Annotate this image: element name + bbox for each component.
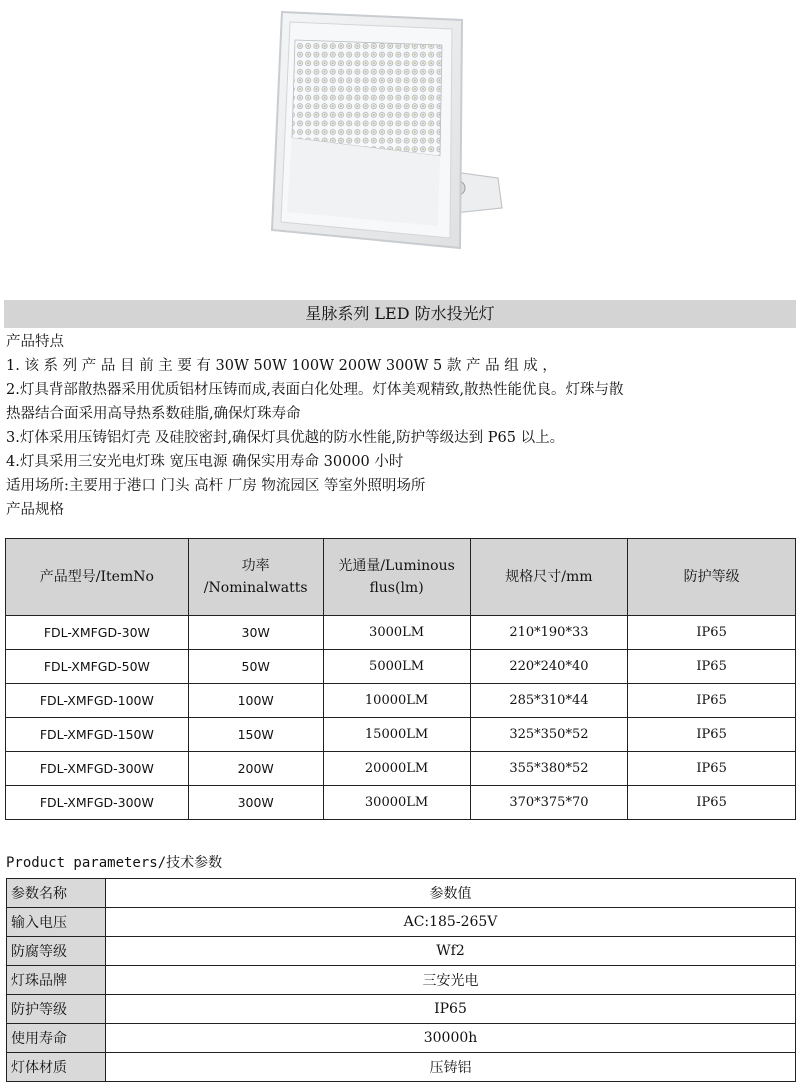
features-heading: 产品特点 — [6, 334, 64, 350]
table-row: FDL-XMFGD-300W 200W 20000LM 355*380*52 IP65 — [6, 752, 796, 786]
table-row — [7, 1053, 796, 1082]
header-item-no: 产品型号/ItemNo — [6, 539, 189, 616]
table-row — [7, 966, 796, 995]
param-key: 输入电压 — [7, 908, 106, 937]
feature-line: 1. 该 系 列 产 品 目 前 主 要 有 30W 50W 100W 200W 300W 5 款 产 品 组 成 ， — [6, 358, 557, 374]
table-row: FDL-XMFGD-30W 30W 3000LM 210*190*33 IP65 — [6, 616, 796, 650]
param-value: 压铸铝 — [106, 1053, 796, 1082]
feature-line: 3.灯体采用压铸铝灯壳 及硅胶密封,确保灯具优越的防水性能,防护等级达到 P65 以上。 — [6, 430, 565, 446]
param-value: AC:185-265V — [106, 908, 796, 937]
header-protection: 防护等级 — [628, 539, 796, 616]
application-line: 适用场所:主要用于港口 门头 高杆 厂房 物流园区 等室外照明场所 — [6, 478, 426, 494]
feature-line: 4.灯具采用三安光电灯珠 宽压电源 确保实用寿命 30000 小时 — [6, 454, 404, 470]
table-row — [7, 937, 796, 966]
spec-table — [5, 538, 796, 820]
param-value: Wf2 — [106, 937, 796, 966]
param-key: 使用寿命 — [7, 1024, 106, 1053]
floodlight-image — [0, 0, 800, 278]
header-luminous-flux: 光通量/Luminous flus(lm) — [323, 539, 470, 616]
param-key: 灯珠品牌 — [7, 966, 106, 995]
feature-line: 热器结合面采用高导热系数硅脂,确保灯珠寿命 — [6, 406, 301, 422]
feature-line: 2.灯具背部散热器采用优质铝材压铸而成,表面白化处理。灯体美观精致,散热性能优良。灯珠与散 — [6, 382, 624, 398]
product-title: 星脉系列 LED 防水投光灯 — [4, 300, 796, 328]
table-row: FDL-XMFGD-50W 50W 5000LM 220*240*40 IP65 — [6, 650, 796, 684]
table-row: FDL-XMFGD-100W 100W 10000LM 285*310*44 IP65 — [6, 684, 796, 718]
header-power: 功率 /Nominalwatts — [188, 539, 323, 616]
header-dimensions: 规格尺寸/mm — [470, 539, 628, 616]
table-row — [7, 908, 796, 937]
table-row — [7, 1024, 796, 1053]
param-value: 三安光电 — [106, 966, 796, 995]
spec-heading: 产品规格 — [6, 502, 64, 518]
features-section — [6, 330, 796, 522]
param-value: 参数值 — [106, 879, 796, 908]
param-key: 灯体材质 — [7, 1053, 106, 1082]
table-row — [7, 879, 796, 908]
table-row: FDL-XMFGD-150W 150W 15000LM 325*350*52 IP65 — [6, 718, 796, 752]
spec-header-row — [6, 539, 796, 616]
param-key: 防护等级 — [7, 995, 106, 1024]
param-value: IP65 — [106, 995, 796, 1024]
table-row — [7, 995, 796, 1024]
param-value: 30000h — [106, 1024, 796, 1053]
table-row: FDL-XMFGD-300W 300W 30000LM 370*375*70 IP65 — [6, 786, 796, 820]
product-photo — [0, 0, 800, 278]
params-caption: Product parameters/技术参数 — [6, 855, 223, 871]
param-key: 参数名称 — [7, 879, 106, 908]
param-key: 防腐等级 — [7, 937, 106, 966]
param-table — [6, 878, 796, 1082]
